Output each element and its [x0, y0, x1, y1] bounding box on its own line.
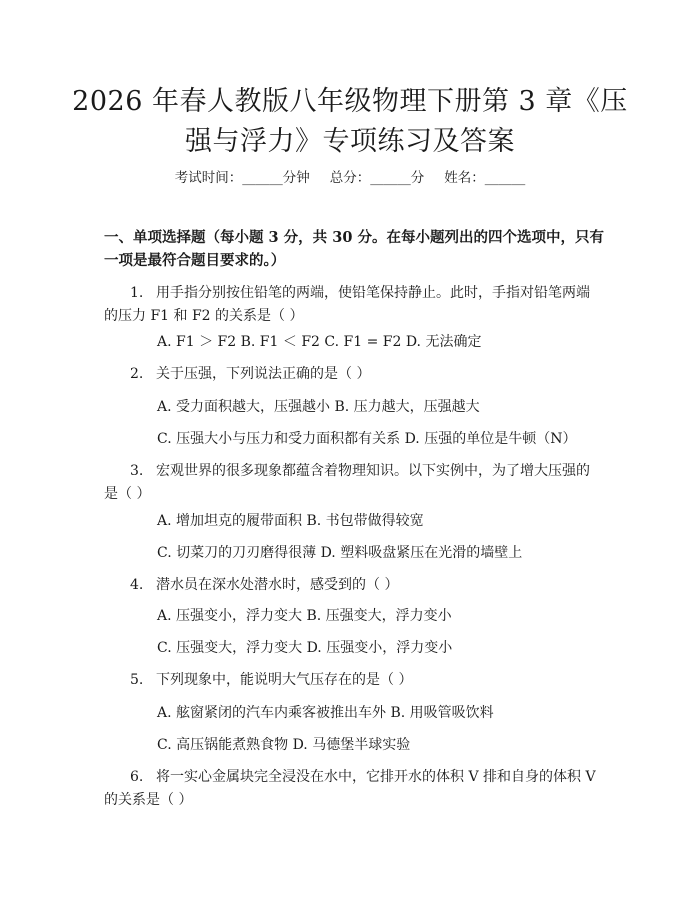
question-number: 1.: [130, 285, 144, 301]
question-number: 6.: [130, 769, 144, 785]
question-text: 关于压强，下列说法正确的是（ ）: [156, 366, 371, 382]
question-text: 将一实心金属块完全浸没在水中，它排开水的体积 V 排和自身的体积 V 的关系是（ ）: [104, 769, 596, 808]
question-text: 宏观世界的很多现象都蕴含着物理知识。以下实例中，为了增大压强的是（ ）: [104, 463, 590, 502]
question-number: 2.: [130, 366, 144, 382]
question-number: 4.: [130, 577, 144, 593]
question-6: [104, 766, 600, 812]
question-4: [104, 574, 600, 597]
question-number: 3.: [130, 463, 144, 479]
question-4-options-row-2: C. 压强变大，浮力变大 D. 压强变小，浮力变小: [157, 640, 453, 656]
question-5: [104, 669, 600, 692]
question-5-options-row-2: C. 高压锅能煮熟食物 D. 马德堡半球实验: [157, 737, 411, 753]
question-number: 5.: [130, 672, 144, 688]
question-3-options-row-1: A. 增加坦克的履带面积 B. 书包带做得较宽: [157, 513, 424, 529]
question-3: [104, 460, 600, 506]
exam-meta: [0, 168, 700, 188]
question-1-options: A. F1 ＞ F2 B. F1 ＜ F2 C. F1 = F2 D. 无法确定: [157, 334, 482, 350]
question-2: [104, 363, 600, 386]
document-title-line-2: 强与浮力》专项练习及答案: [185, 126, 515, 157]
section-heading: 一、单项选择题（每小题 3 分，共 30 分。在每小题列出的四个选项中，只有一项是最符合题目要求的。）: [104, 229, 604, 269]
question-text: 用手指分别按住铅笔的两端，使铅笔保持静止。此时，手指对铅笔两端的压力 F1 和 F2 的关系是（ ）: [104, 285, 590, 324]
question-1: [104, 282, 600, 328]
question-2-options-row-1: A. 受力面积越大，压强越小 B. 压力越大，压强越大: [157, 399, 480, 415]
question-3-options-row-2: C. 切菜刀的刀刃磨得很薄 D. 塑料吸盘紧压在光滑的墙壁上: [157, 545, 523, 561]
total-score-field: 总分：______分: [329, 170, 425, 186]
question-text: 下列现象中，能说明大气压存在的是（ ）: [156, 672, 413, 688]
question-4-options-row-1: A. 压强变小，浮力变大 B. 压强变大，浮力变小: [157, 608, 452, 624]
question-text: 潜水员在深水处潜水时，感受到的（ ）: [156, 577, 399, 593]
student-name-field: 姓名：______: [444, 170, 526, 186]
question-5-options-row-1: A. 舷窗紧闭的汽车内乘客被推出车外 B. 用吸管吸饮料: [157, 705, 494, 721]
question-2-options-row-2: C. 压强大小与压力和受力面积都有关系 D. 压强的单位是牛顿（N）: [157, 431, 577, 447]
document-title-line-1: 2026 年春人教版八年级物理下册第 3 章《压: [72, 86, 628, 117]
exam-time-field: 考试时间：______分钟: [174, 170, 310, 186]
